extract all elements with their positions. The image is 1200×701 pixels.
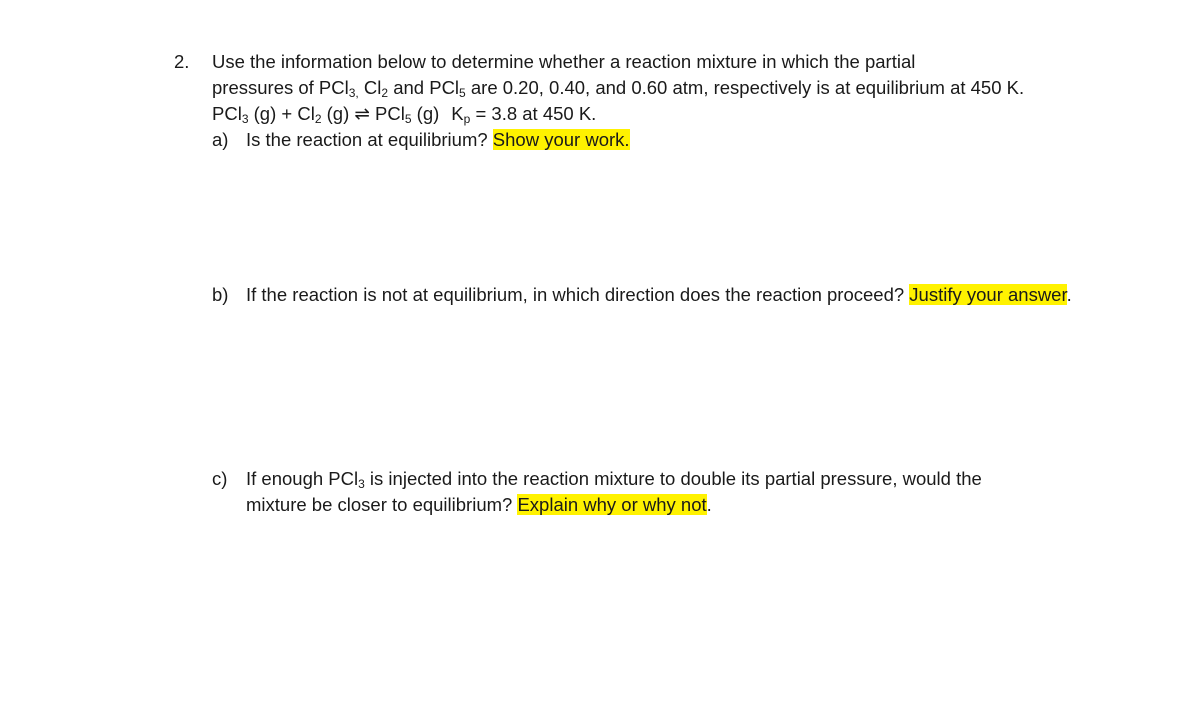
- part-c-question-line-1: If enough PCl$_3$ is injected into the reaction mixture to double its partial pressure, would the: [246, 468, 982, 491]
- reaction-equation: PCl$_3$ $(g) + Cl_2$ (g) ⇌ PCl$_5$ (g) $K_p = 3.8$ at 450 K.: [212, 103, 597, 126]
- part-a-question: Is the reaction at equilibrium? Show your work.: [246, 129, 630, 150]
- question-intro-line-2: pressures of PCl$_{3,}$ $Cl_2$ and PCl$_5$ are 0.20, 0.40, and 0.60 atm, respectively is at equilibrium at 450 K.: [212, 77, 1025, 100]
- part-a-highlight: Show your work.: [492, 129, 630, 150]
- part-c-label: c): [212, 468, 228, 489]
- question-number: 2.: [174, 51, 190, 72]
- part-b-label: b): [212, 284, 229, 305]
- part-a-label: a): [212, 129, 229, 150]
- part-b-highlight: Justify your answer: [909, 284, 1067, 305]
- kp-constant: $K_p = 3.8$ at 450 K.: [451, 103, 597, 126]
- part-c-question-line-2: mixture be closer to equilibrium? Explain why or why not.: [246, 494, 712, 515]
- part-b-question: If the reaction is not at equilibrium, in which direction does the reaction proceed? Justify your answer.: [246, 284, 1072, 305]
- equilibrium-arrow-icon: ⇌: [354, 103, 370, 124]
- question-intro-line-1: Use the information below to determine whether a reaction mixture in which the partial: [212, 51, 916, 72]
- part-c-highlight: Explain why or why not: [517, 494, 707, 515]
